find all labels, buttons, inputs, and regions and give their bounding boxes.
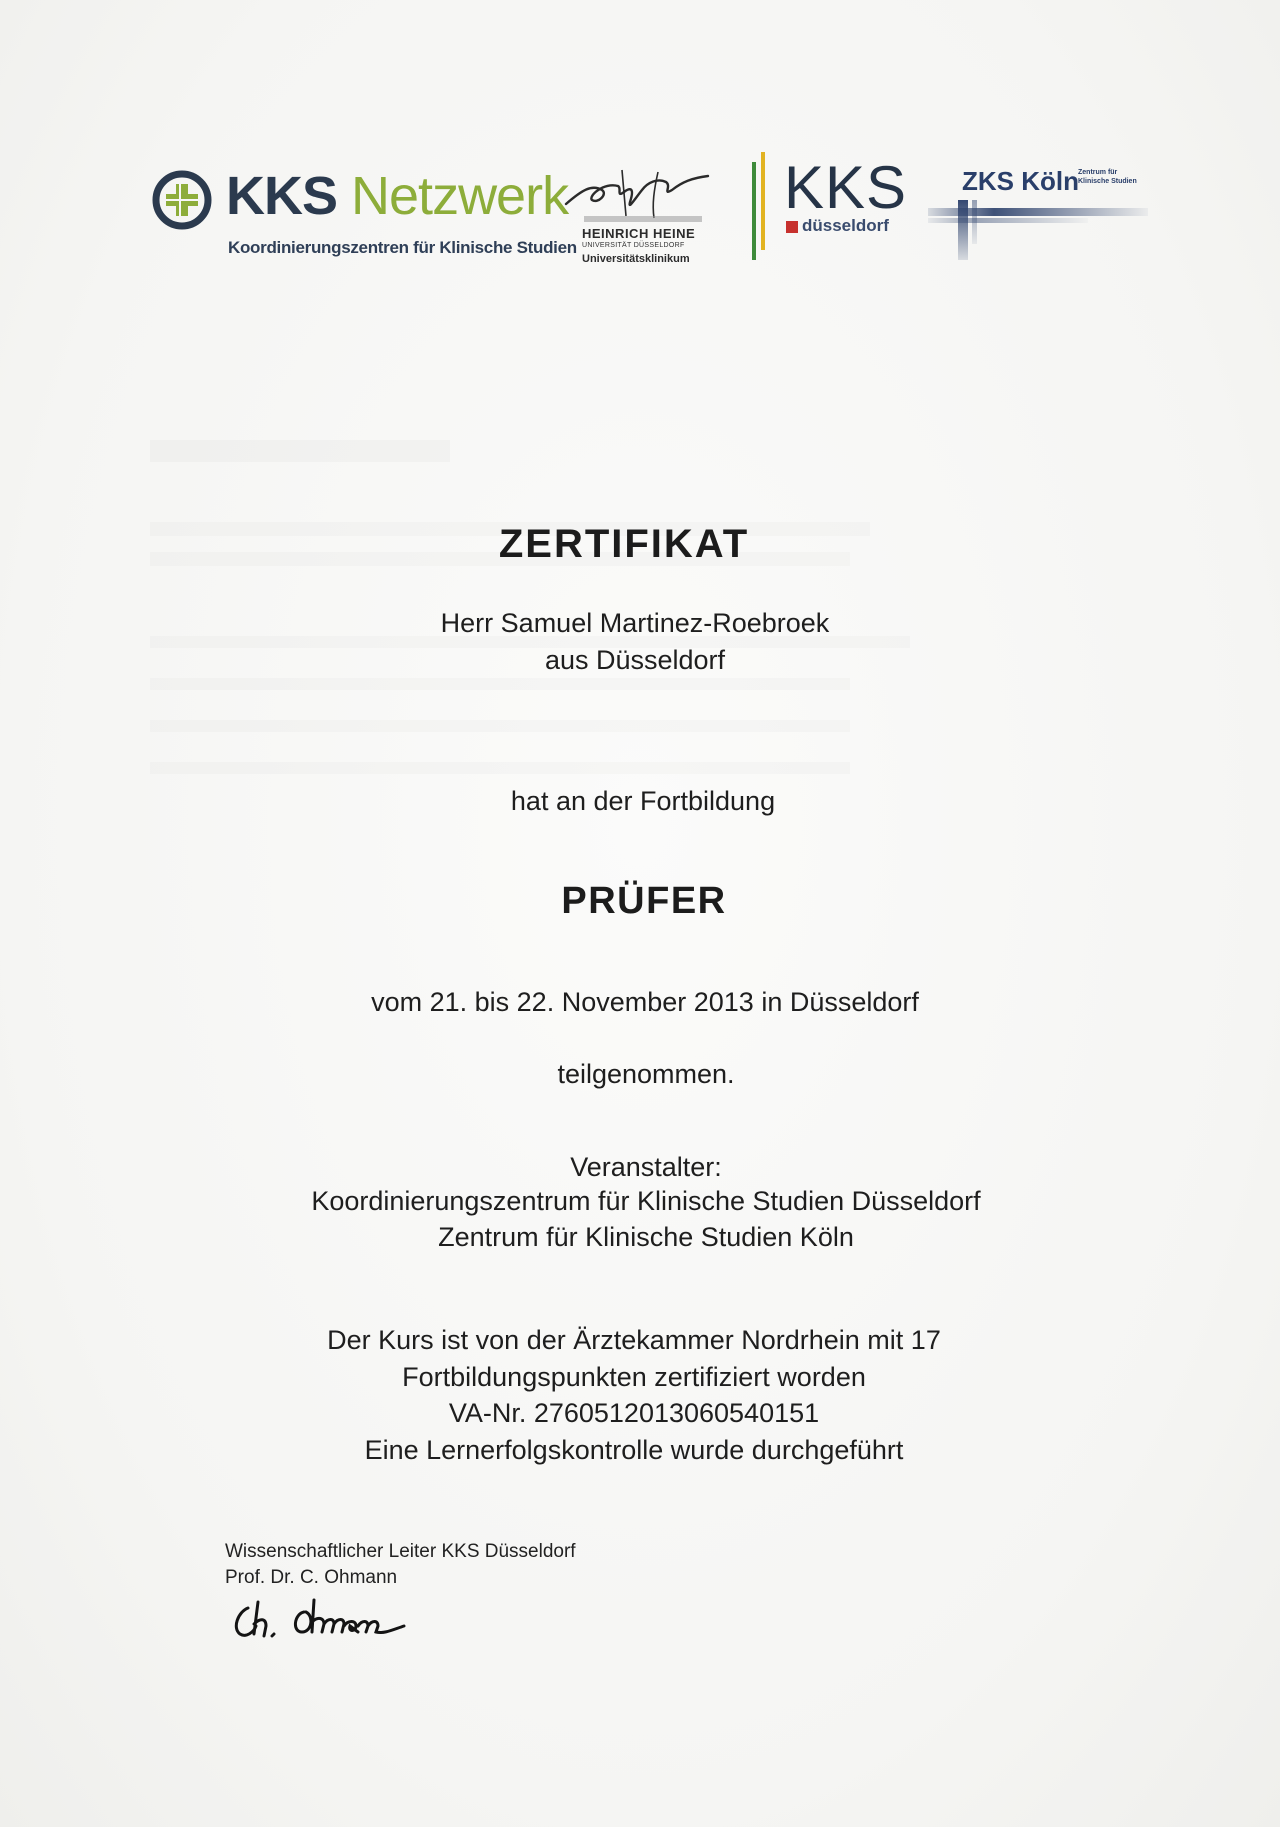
kks-wordmark-part2: Netzwerk — [351, 166, 569, 226]
heinrich-heine-logo — [562, 160, 712, 270]
hhu-university: UNIVERSITÄT DÜSSELDORF — [582, 242, 685, 249]
zks-koeln-logo — [928, 166, 1148, 266]
zks-cross-gradient-icon — [928, 200, 1148, 260]
course-date-place: vom 21. bis 22. November 2013 in Düsseldorf — [371, 987, 919, 1017]
kksd-wordmark: KKS — [784, 154, 908, 221]
kksd-red-square-icon — [786, 221, 798, 233]
organizer-kks-duesseldorf: Koordinierungszentrum für Klinische Studien Düsseldorf — [311, 1186, 981, 1216]
va-number: VA-Nr. 2760512013060540151 — [448, 1398, 820, 1428]
heine-signature-icon — [562, 160, 712, 222]
accreditation-line-2: Fortbildungspunkten zertifiziert worden — [402, 1362, 866, 1392]
course-intro: hat an der Fortbildung — [510, 786, 776, 816]
zks-wordmark: ZKS Köln — [962, 166, 1079, 196]
recipient-origin: aus Düsseldorf — [544, 645, 726, 675]
course-name: PRÜFER — [561, 880, 727, 922]
organizer-zks-koeln: Zentrum für Klinische Studien Köln — [438, 1222, 854, 1252]
kksd-color-bars-icon — [752, 152, 766, 260]
kks-wordmark-part1: KKS — [226, 166, 338, 226]
zks-tagline — [1078, 168, 1137, 186]
signatory-name: Prof. Dr. C. Ohmann — [225, 1567, 398, 1588]
kks-duesseldorf-logo — [752, 152, 912, 262]
zks-tagline-line2: Klinische Studien — [1078, 178, 1137, 185]
signatory-role: Wissenschaftlicher Leiter KKS Düsseldorf — [225, 1541, 576, 1562]
zks-tagline-line1: Zentrum für — [1078, 169, 1118, 176]
recipient-name: Herr Samuel Martinez-Roebroek — [440, 608, 830, 638]
accreditation-line-1: Der Kurs ist von der Ärztekammer Nordrhein mit 17 — [327, 1325, 941, 1355]
assessment-note: Eine Lernerfolgskontrolle wurde durchgeführt — [364, 1435, 904, 1465]
certificate-title: ZERTIFIKAT — [498, 522, 750, 566]
handwritten-signature — [228, 1594, 438, 1650]
kksd-city: düsseldorf — [802, 216, 889, 235]
participation-note: teilgenommen. — [557, 1059, 735, 1089]
kks-cross-circle-icon — [152, 162, 212, 240]
kks-netzwerk-wordmark — [226, 164, 568, 228]
hhu-name: HEINRICH HEINE — [582, 226, 696, 241]
hhu-clinic: Universitätsklinikum — [582, 253, 690, 265]
kks-netzwerk-subtitle: Koordinierungszentren für Klinische Studien — [228, 238, 577, 257]
kks-netzwerk-logo — [152, 160, 577, 270]
organizer-label: Veranstalter: — [570, 1152, 722, 1182]
